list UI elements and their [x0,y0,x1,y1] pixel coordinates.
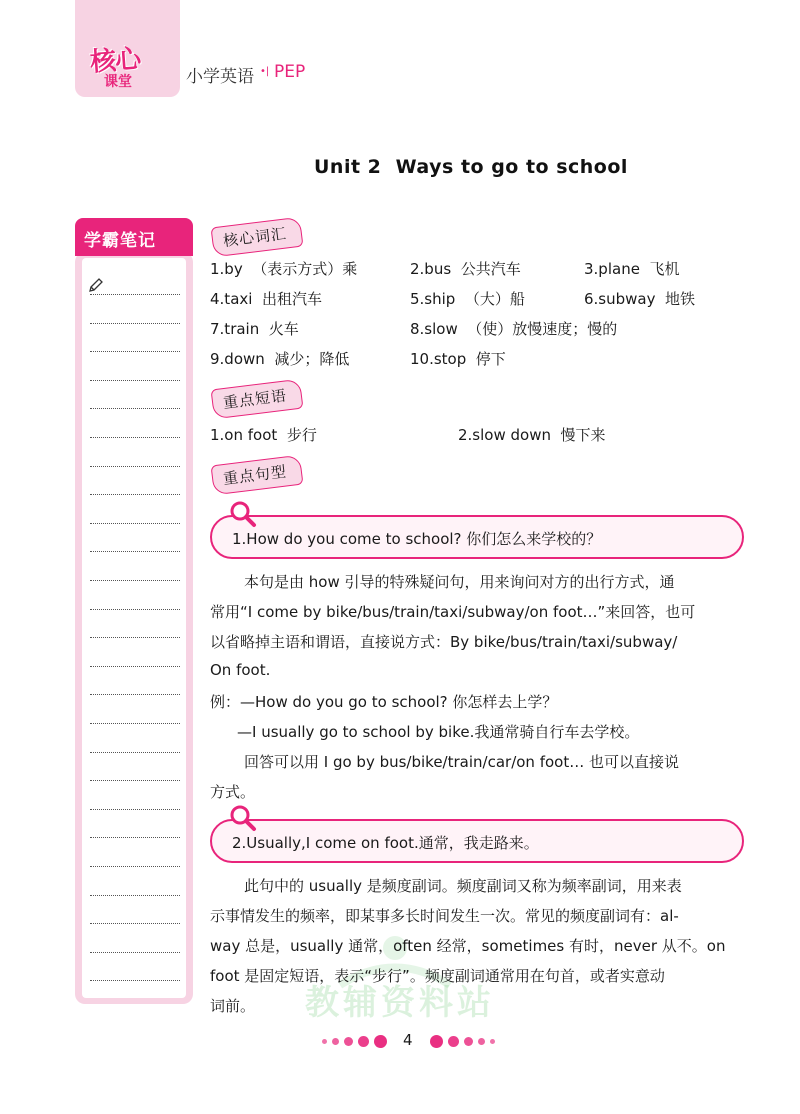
explanation-line: On foot. [210,661,271,679]
tag-core-vocab-label: 核心词汇 [222,224,288,251]
explanation-line: 本句是由 how 引导的特殊疑问句，用来询问对方的出行方式，通 [244,573,675,591]
page-dot [374,1035,387,1048]
vocab-item: 9.down 减少；降低 [210,350,350,368]
explanation-line: 此句中的 usually 是频度副词。频度副词又称为频率副词，用来表 [244,877,682,895]
magnifier-icon [228,803,258,833]
note-line [90,551,180,552]
note-line [90,494,180,495]
vocab-item: 7.train 火车 [210,320,299,338]
explanation-line: 以省略掉主语和谓语，直接说方式：By bike/bus/train/taxi/subway/ [210,633,678,651]
note-line [90,351,180,352]
explanation-line: way 总是，usually 通常，often 经常，sometimes 有时，never 从不。on [210,937,726,955]
tag-key-phrases-label: 重点短语 [222,386,288,413]
note-line [90,980,180,981]
phrase-item: 1.on foot 步行 [210,426,317,444]
vocab-item: 1.by （表示方式）乘 [210,260,358,278]
page-dot [478,1038,485,1045]
phrase-item: 2.slow down 慢下来 [458,426,606,444]
explanation-line: foot 是固定短语，表示“步行”。频度副词通常用在句首，或者实意动 [210,967,665,985]
vocab-item: 3.plane 飞机 [584,260,680,278]
note-line [90,637,180,638]
note-line [90,408,180,409]
edition-label: PEP [274,62,306,82]
note-line [90,294,180,295]
note-line [90,580,180,581]
tag-core-vocab [211,217,304,258]
note-line [90,866,180,867]
page-dot [490,1039,495,1044]
vocab-item: 2.bus 公共汽车 [410,260,521,278]
page-dot [344,1037,353,1046]
note-line [90,809,180,810]
note-line [90,466,180,467]
tag-key-sentences [211,455,304,496]
example-line: —I usually go to school by bike.我通常骑自行车去学校。 [237,723,640,741]
sentence-2: 2.Usually,I come on foot.通常，我走路来。 [232,834,539,852]
magnifier-icon [228,499,258,529]
explanation-line: 词前。 [210,997,256,1015]
notes-writing-area [82,258,186,998]
page-dot [322,1039,327,1044]
note-line [90,780,180,781]
tag-key-phrases [211,379,304,420]
watermark: 教辅资料站 [305,983,495,1023]
page-number: 4 [403,1031,413,1049]
unit-title: Unit 2 Ways to go to school [314,156,628,178]
series-separator: •| [260,66,270,77]
page-dot [430,1035,443,1048]
logo-title: 核心 [89,44,142,78]
note-line [90,666,180,667]
note-line [90,723,180,724]
pencil-icon [88,277,104,293]
page-dot [332,1038,339,1045]
note-line [90,752,180,753]
note-line [90,923,180,924]
note-line [90,837,180,838]
logo-subtitle: 课堂 [104,74,132,90]
series-name: 小学英语 [186,67,254,87]
vocab-item: 4.taxi 出租汽车 [210,290,322,308]
vocab-item: 8.slow （使）放慢速度；慢的 [410,320,618,338]
sentence-1: 1.How do you come to school? 你们怎么来学校的？ [232,530,602,548]
page-dot [464,1037,473,1046]
note-line [90,895,180,896]
note-line [90,694,180,695]
page-dot [448,1036,459,1047]
note-line [90,380,180,381]
example-line: 例：—How do you go to school? 你怎样去上学？ [210,693,558,711]
note-line [90,437,180,438]
explanation-line: 示事情发生的频率，即某事多长时间发生一次。常见的频度副词有：al- [210,907,679,925]
note-line [90,523,180,524]
explanation-line: 回答可以用 I go by bus/bike/train/car/on foot… 也可以直接说 [244,753,679,771]
page-dot [358,1036,369,1047]
vocab-item: 10.stop 停下 [410,350,506,368]
notes-title: 学霸笔记 [84,231,156,251]
note-line [90,323,180,324]
explanation-line: 方式。 [210,783,256,801]
note-line [90,609,180,610]
vocab-item: 6.subway 地铁 [584,290,696,308]
note-line [90,952,180,953]
vocab-item: 5.ship （大）船 [410,290,525,308]
tag-key-sentences-label: 重点句型 [222,462,288,489]
explanation-line: 常用“I come by bike/bus/train/taxi/subway/on foot…”来回答，也可 [210,603,696,621]
